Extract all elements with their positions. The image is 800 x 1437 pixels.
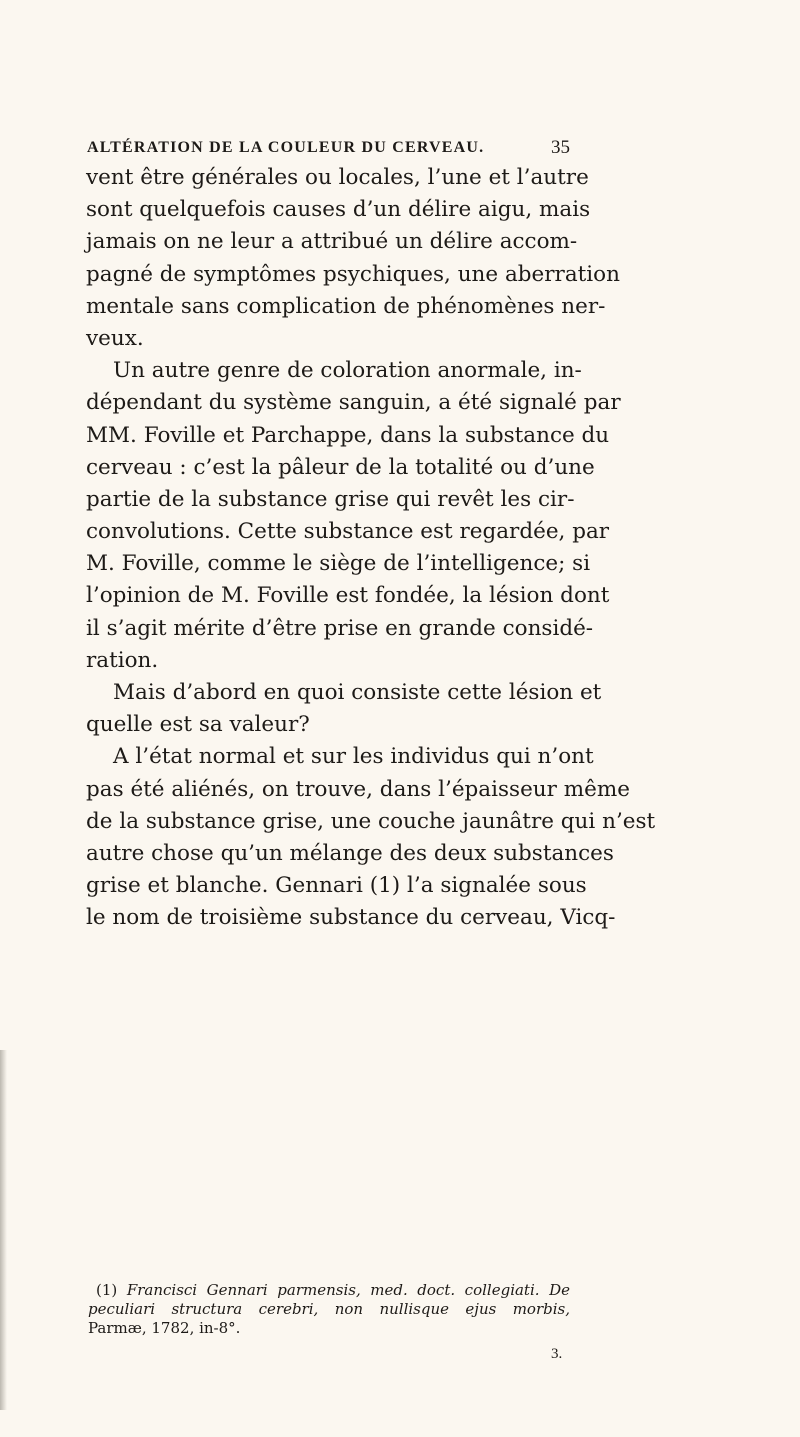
text-line: Mais d’abord en quoi consiste cette lésion et (113, 680, 602, 705)
text-line: partie de la substance grise qui revêt les cir- (86, 486, 575, 512)
text-line: quelle est sa valeur? (86, 712, 310, 738)
text-line: A l’état normal et sur les individus qui n’ont (113, 744, 594, 770)
text-line: autre chose qu’un mélange des deux substances (86, 840, 614, 866)
text-line: mentale sans complication de phénomènes ner- (86, 293, 606, 319)
footnote (88, 1281, 570, 1338)
footnote-line: peculiari structura cerebri, non nullisque ejus morbis, (88, 1300, 570, 1318)
text-line: ration. (86, 647, 159, 673)
text-line: Un autre genre de coloration anormale, in- (113, 358, 582, 384)
text-line: cerveau : c’est la pâleur de la totalité ou d’une (86, 454, 595, 480)
text-line: pagné de symptômes psychiques, une aberration (86, 261, 620, 287)
body-text (86, 162, 656, 935)
text-line: jamais on ne leur a attribué un délire accom- (86, 229, 578, 255)
text-line: l’opinion de M. Foville est fondée, la lésion dont (86, 583, 610, 609)
text-line: sont quelquefois causes d’un délire aigu, mais (86, 197, 591, 223)
text-line: il s’agit mérite d’être prise en grande considé- (86, 615, 594, 641)
text-line: pas été aliénés, on trouve, dans l’épaisseur même (86, 776, 630, 802)
text-line: veux. (86, 325, 144, 351)
footnote-line (88, 1281, 570, 1300)
text-line: MM. Foville et Parchappe, dans la substance du (86, 422, 610, 448)
text-line: de la substance grise, une couche jaunâtre qui n’est (86, 808, 656, 834)
text-line: grise et blanche. Gennari (1) l’a signalée sous (86, 873, 587, 899)
text-line: dépendant du système sanguin, a été signalé par (86, 390, 621, 416)
running-head: ALTÉRATION DE LA COULEUR DU CERVEAU. (87, 139, 485, 156)
text-line: le nom de troisième substance du cerveau, Vicq- (86, 905, 616, 931)
signature-mark: 3. (551, 1346, 563, 1362)
text-line: convolutions. Cette substance est regardée, par (86, 519, 610, 545)
footnote-text: Francisci Gennari parmensis, med. doct. collegiati. De (126, 1281, 570, 1299)
footnote-marker: (1) (96, 1281, 118, 1299)
binding-shadow (0, 1050, 7, 1410)
text-line: vent être générales ou locales, l’une et l’autre (86, 165, 589, 190)
footnote-line: Parmæ, 1782, in-8°. (88, 1319, 241, 1337)
text-line: M. Foville, comme le siège de l’intelligence; si (86, 551, 591, 577)
page-number: 35 (551, 137, 570, 158)
